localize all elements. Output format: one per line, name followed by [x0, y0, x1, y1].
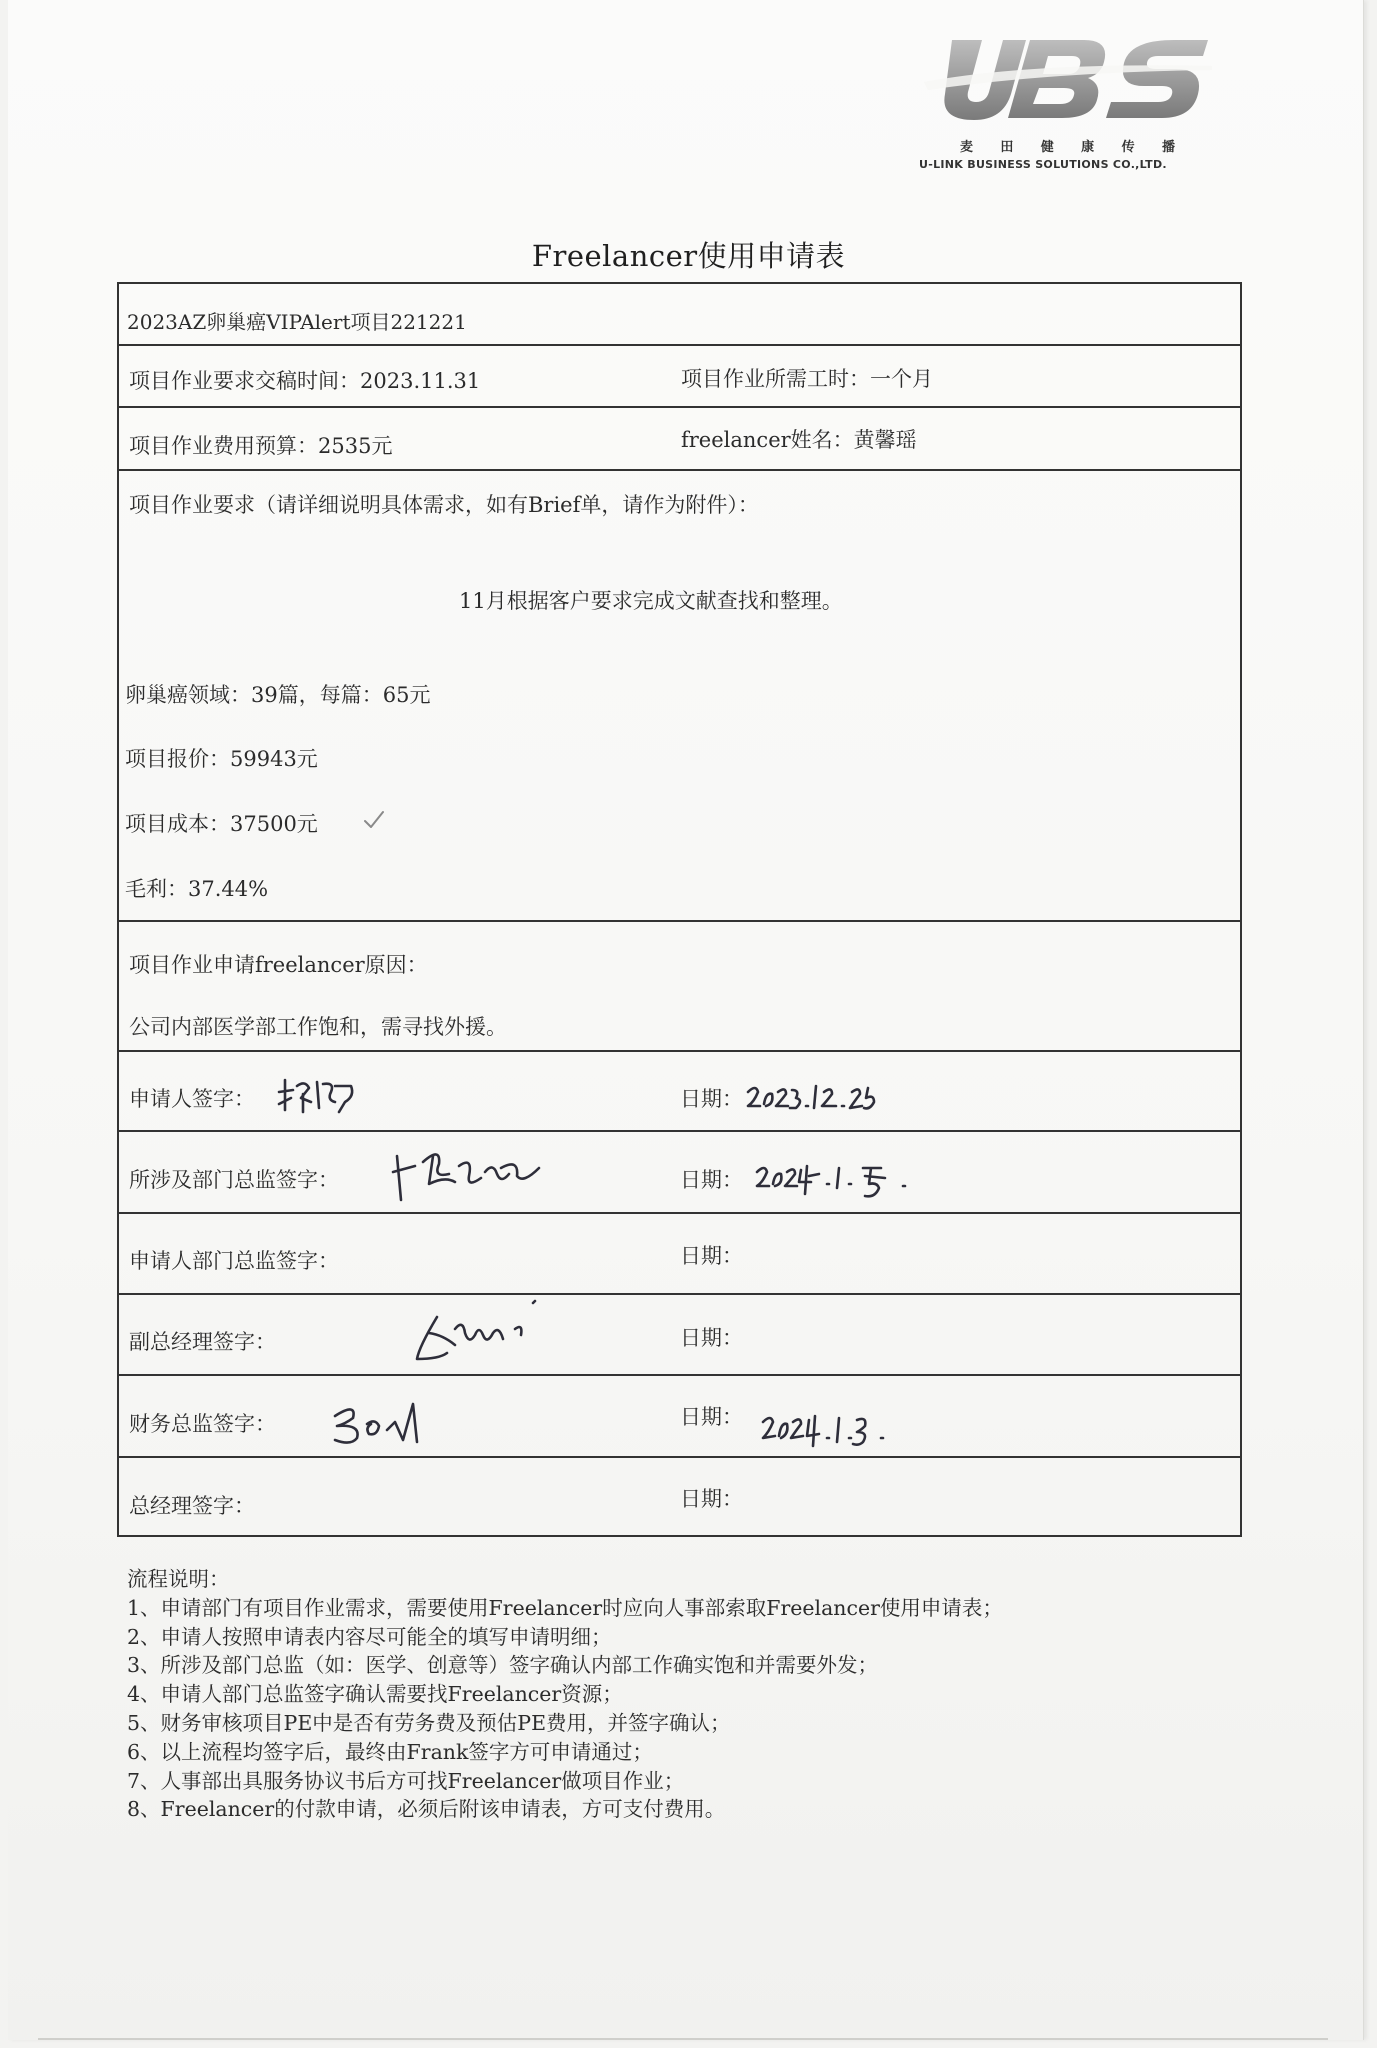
budget-row [119, 408, 1240, 471]
hours-label: 项目作业所需工时： [681, 367, 870, 391]
process-note: 8、Freelancer的付款申请，必须后附该申请表，方可支付费用。 [127, 1797, 726, 1822]
application-form [117, 282, 1242, 1537]
process-note: 4、申请人部门总监签字确认需要找Freelancer资源； [127, 1682, 623, 1707]
project-name: 2023AZ卵巢癌VIPAlert项目221221 [127, 310, 467, 334]
signature-row-applicant [119, 1052, 1240, 1132]
signature-row-finance-director [119, 1376, 1240, 1458]
finance-director-signature-date [759, 1402, 909, 1452]
company-logo [912, 32, 1212, 182]
signature-label: 所涉及部门总监签字： [129, 1168, 339, 1192]
freelancer-name-field [681, 424, 917, 454]
process-note: 1、申请部门有项目作业需求，需要使用Freelancer时应向人事部索取Freelancer使用申请表； [127, 1595, 1003, 1620]
page-edge [38, 2038, 1328, 2040]
applicant-signature [275, 1072, 365, 1117]
checkmark-icon [363, 810, 385, 830]
field-count-line: 卵巢癌领域：39篇，每篇：65元 [125, 683, 431, 707]
date-label: 日期： [680, 1244, 743, 1268]
logo-chinese-name: 麦 田 健 康 传 播 [960, 140, 1175, 155]
process-note: 5、财务审核项目PE中是否有劳务费及预估PE费用，并签字确认； [127, 1710, 731, 1735]
budget-label: 项目作业费用预算： [129, 434, 318, 458]
freelancer-label: freelancer姓名： [681, 428, 854, 452]
date-label: 日期： [680, 1405, 743, 1429]
signature-label: 总经理签字： [129, 1494, 255, 1518]
date-label: 日期： [680, 1487, 743, 1511]
budget-field [129, 430, 392, 460]
applicant-signature-date [744, 1080, 884, 1116]
signature-row-vice-president [119, 1295, 1240, 1376]
requirements-label: 项目作业要求（请详细说明具体需求，如有Brief单，请作为附件）： [129, 493, 759, 517]
deadline-field [129, 365, 480, 395]
requirements-row [119, 471, 1240, 922]
document-title: Freelancer使用申请表 [531, 239, 846, 273]
hours-field [681, 363, 933, 393]
signature-label: 申请人签字： [129, 1087, 255, 1111]
signature-row-general-manager [119, 1458, 1240, 1539]
process-note: 7、人事部出具服务协议书后方可找Freelancer做项目作业； [127, 1768, 685, 1793]
process-notes [127, 1565, 1003, 1824]
cost-line: 项目成本：37500元 [125, 812, 318, 836]
requirements-text: 11月根据客户要求完成文献查找和整理。 [459, 589, 843, 613]
reason-label: 项目作业申请freelancer原因： [129, 953, 428, 977]
deadline-value: 2023.11.31 [360, 369, 481, 393]
signature-label: 副总经理签字： [129, 1330, 276, 1354]
department-director-signature [389, 1138, 569, 1208]
signature-label: 申请人部门总监签字： [129, 1249, 339, 1273]
signature-label: 财务总监签字： [129, 1412, 276, 1436]
reason-text: 公司内部医学部工作饱和，需寻找外援。 [129, 1015, 507, 1039]
department-director-signature-date [753, 1154, 928, 1204]
project-name-row [119, 284, 1240, 346]
signature-row-applicant-director [119, 1214, 1240, 1295]
vice-president-signature [399, 1289, 569, 1369]
hours-value: 一个月 [870, 367, 933, 391]
reason-row [119, 922, 1240, 1052]
ubs-logo-icon [912, 32, 1212, 132]
process-note: 3、所涉及部门总监（如：医学、创意等）签字确认内部工作确实饱和并需要外发； [127, 1653, 879, 1678]
date-label: 日期： [680, 1168, 743, 1192]
budget-value: 2535元 [318, 434, 393, 458]
deadline-row [119, 346, 1240, 408]
signature-row-department-director [119, 1132, 1240, 1214]
process-note: 6、以上流程均签字后，最终由Frank签字方可申请通过； [127, 1739, 653, 1764]
process-note: 2、申请人按照申请表内容尽可能全的填写申请明细； [127, 1624, 612, 1649]
process-notes-title: 流程说明： [127, 1567, 230, 1591]
logo-english-name: U-LINK BUSINESS SOLUTIONS CO.,LTD. [919, 158, 1167, 171]
date-label: 日期： [680, 1326, 743, 1350]
finance-director-signature [327, 1394, 447, 1450]
quote-line: 项目报价：59943元 [125, 747, 318, 771]
margin-line: 毛利：37.44% [125, 877, 269, 901]
date-label: 日期： [680, 1087, 743, 1111]
deadline-label: 项目作业要求交稿时间： [129, 369, 360, 393]
freelancer-value: 黄馨瑶 [853, 428, 917, 452]
